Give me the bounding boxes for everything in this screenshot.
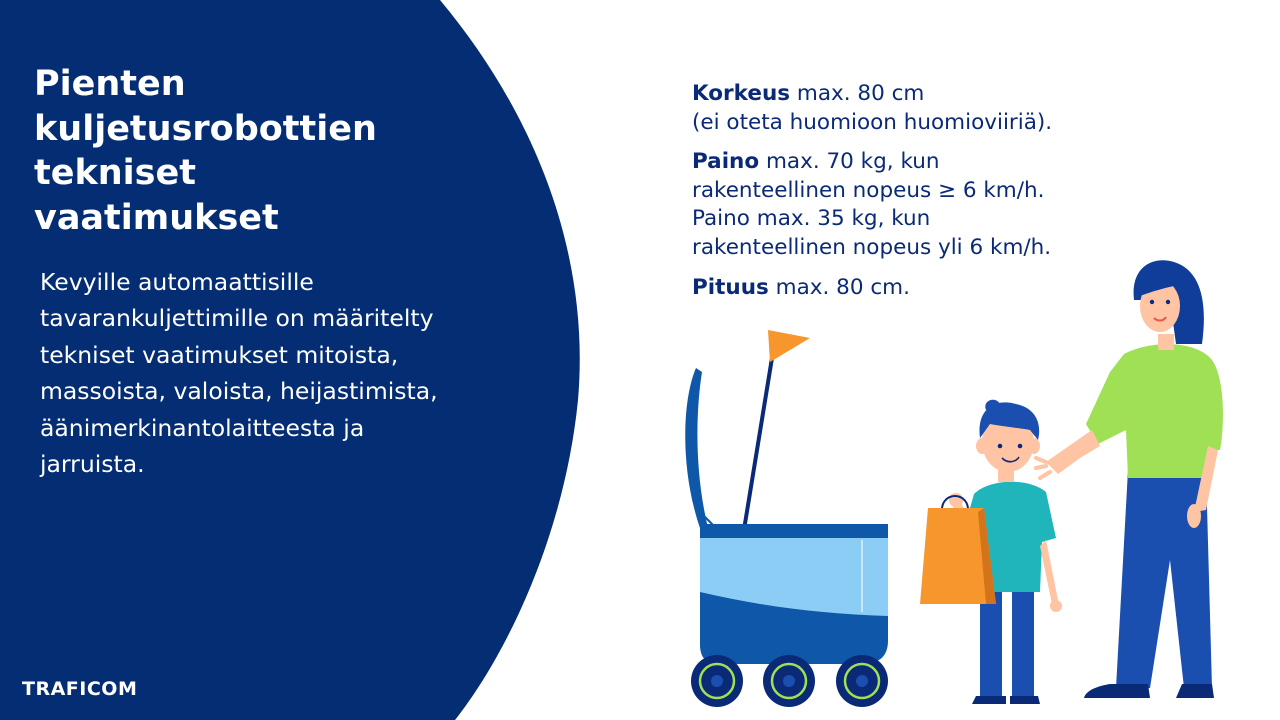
- traficom-logo: TRAFICOM: [22, 678, 138, 700]
- title-line-1: Pienten: [34, 64, 186, 104]
- child-with-bag-icon: [920, 400, 1062, 704]
- title-line-4: vaatimukset: [34, 197, 279, 238]
- spec-weight-line-2: rakenteellinen nopeus ≥ 6 km/h.: [692, 177, 1045, 203]
- spec-length-value: max. 80 cm.: [768, 274, 910, 300]
- spec-weight-label: Paino: [692, 149, 760, 175]
- spec-height-value: max. 80 cm: [790, 81, 925, 106]
- spec-weight-line-3: Paino max. 35 kg, kun: [692, 206, 931, 232]
- lead-line-3: tekniset vaatimukset mitoista,: [40, 340, 399, 369]
- lead-line-6: jarruista.: [40, 450, 145, 479]
- lead-line-1: Kevyille automaattisille: [40, 268, 314, 296]
- spec-weight-line-4: rakenteellinen nopeus yli 6 km/h.: [692, 234, 1052, 260]
- woman-icon: [1036, 260, 1223, 698]
- delivery-robot-icon: [685, 330, 888, 707]
- spec-length-label: Pituus: [692, 274, 769, 300]
- lead-line-2: tavarankuljettimille on määritelty: [40, 304, 434, 333]
- lead-line-4: massoista, valoista, heijastimista,: [40, 377, 438, 406]
- spec-weight-line-1: max. 70 kg, kun: [759, 149, 940, 175]
- title-line-3: tekniset: [34, 153, 196, 193]
- title-line-2: kuljetusrobottien: [34, 108, 377, 149]
- lead-line-5: äänimerkinantolaitteesta ja: [40, 413, 365, 442]
- spec-height-label: Korkeus: [692, 81, 791, 106]
- spec-height-note: (ei oteta huomioon huomioviiriä).: [692, 109, 1053, 135]
